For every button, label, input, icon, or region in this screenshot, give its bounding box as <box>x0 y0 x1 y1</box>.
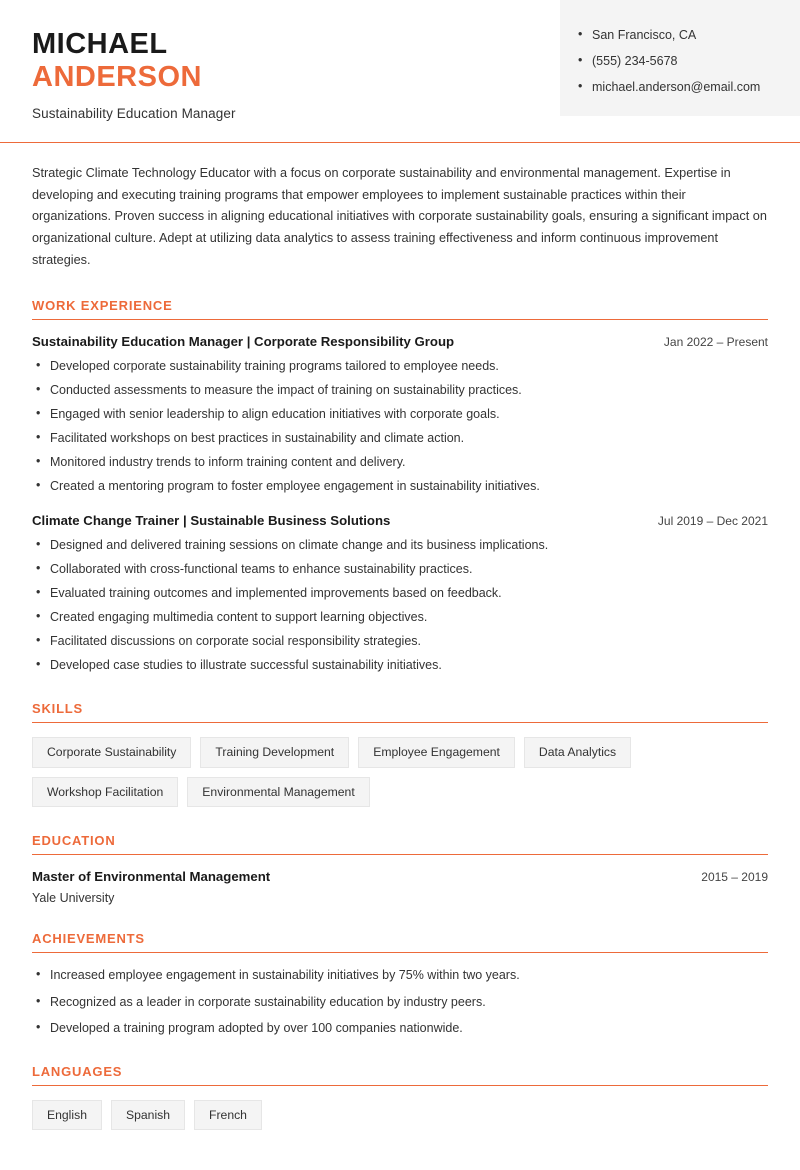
job-title: Sustainability Education Manager <box>32 105 236 121</box>
work-entry-bullets <box>32 358 768 496</box>
contact-location: • San Francisco, CA <box>578 28 778 42</box>
work-entry-bullets <box>32 537 768 675</box>
work-entry-date: Jul 2019 – Dec 2021 <box>657 514 768 529</box>
contact-phone: • (555) 234-5678 <box>578 54 778 68</box>
list-item: • Created a mentoring program to foster employee engagement in sustainability initiatives. <box>32 478 768 496</box>
list-item: • Evaluated training outcomes and implemented improvements based on feedback. <box>32 585 768 603</box>
list-item: • Developed corporate sustainability training programs tailored to employee needs. <box>32 358 768 376</box>
skill-chip: Employee Engagement <box>358 737 515 768</box>
list-item: • Developed case studies to illustrate successful sustainability initiatives. <box>32 657 768 675</box>
list-item: • Collaborated with cross-functional teams to enhance sustainability practices. <box>32 561 768 579</box>
education-entry <box>32 869 768 905</box>
section-work-experience <box>32 298 768 675</box>
skill-chip: Data Analytics <box>524 737 631 768</box>
list-item: • Conducted assessments to measure the impact of training on sustainability practices. <box>32 382 768 400</box>
work-entry <box>32 334 768 496</box>
language-chip: English <box>32 1100 102 1131</box>
list-item: • Facilitated workshops on best practices in sustainability and climate action. <box>32 430 768 448</box>
education-school: Yale University <box>32 891 115 906</box>
section-divider <box>32 722 768 723</box>
education-date: 2015 – 2019 <box>701 870 768 885</box>
skill-chip: Environmental Management <box>187 777 369 808</box>
section-title-achievements: ACHIEVEMENTS <box>32 931 145 947</box>
section-languages <box>32 1064 768 1131</box>
languages-chip-list <box>32 1100 768 1131</box>
skill-chip: Training Development <box>200 737 349 768</box>
language-chip: French <box>194 1100 262 1131</box>
work-entry <box>32 513 768 675</box>
work-entry-title: Sustainability Education Manager | Corporate Responsibility Group <box>32 333 455 349</box>
header-identity <box>32 24 236 121</box>
education-entry-header <box>32 869 768 884</box>
section-title-languages: LANGUAGES <box>32 1063 123 1079</box>
skill-chip: Workshop Facilitation <box>32 777 178 808</box>
resume-body <box>0 163 800 1131</box>
achievements-list <box>32 967 768 1038</box>
list-item: • Designed and delivered training sessions on climate change and its business implications. <box>32 537 768 555</box>
resume-header <box>0 0 800 121</box>
header-divider <box>0 142 800 143</box>
work-entry-header <box>32 513 768 528</box>
list-item: • Engaged with senior leadership to align education initiatives with corporate goals. <box>32 406 768 424</box>
skill-chip: Corporate Sustainability <box>32 737 191 768</box>
list-item: • Developed a training program adopted by over 100 companies nationwide. <box>32 1020 768 1038</box>
first-name: MICHAEL <box>32 28 168 60</box>
section-title-education: EDUCATION <box>32 833 116 849</box>
section-title-work-experience: WORK EXPERIENCE <box>32 297 173 313</box>
section-title-skills: SKILLS <box>32 700 84 716</box>
section-divider <box>32 1085 768 1086</box>
list-item: • Recognized as a leader in corporate sustainability education by industry peers. <box>32 994 768 1012</box>
work-entry-title: Climate Change Trainer | Sustainable Business Solutions <box>32 513 391 529</box>
list-item: • Created engaging multimedia content to support learning objectives. <box>32 609 768 627</box>
professional-summary: Strategic Climate Technology Educator with a focus on corporate sustainability and environmental management. Expertise in developing and executing training programs that empower employees to implement sustainable practices within their organizations. Proven success in aligning educational initiatives with corporate sustainability goals, ensuring a significant impact on organizational culture. Adept at utilizing data analytics to assess training effectiveness and inform continuous improvement strategies. <box>32 165 767 268</box>
section-divider <box>32 319 768 320</box>
list-item: • Monitored industry trends to inform training content and delivery. <box>32 454 768 472</box>
last-name: ANDERSON <box>32 61 202 94</box>
education-degree: Master of Environmental Management <box>32 869 271 885</box>
section-divider <box>32 952 768 953</box>
section-achievements <box>32 931 768 1038</box>
list-item: • Facilitated discussions on corporate social responsibility strategies. <box>32 633 768 651</box>
work-entry-header <box>32 334 768 349</box>
work-entry-date: Jan 2022 – Present <box>663 334 768 349</box>
section-education <box>32 833 768 905</box>
language-chip: Spanish <box>111 1100 185 1131</box>
contact-block <box>560 0 800 116</box>
section-skills <box>32 701 768 807</box>
skills-chip-list <box>32 737 768 807</box>
contact-email[interactable]: • michael.anderson@email.com <box>578 80 778 94</box>
section-divider <box>32 854 768 855</box>
list-item: • Increased employee engagement in sustainability initiatives by 75% within two years. <box>32 967 768 985</box>
